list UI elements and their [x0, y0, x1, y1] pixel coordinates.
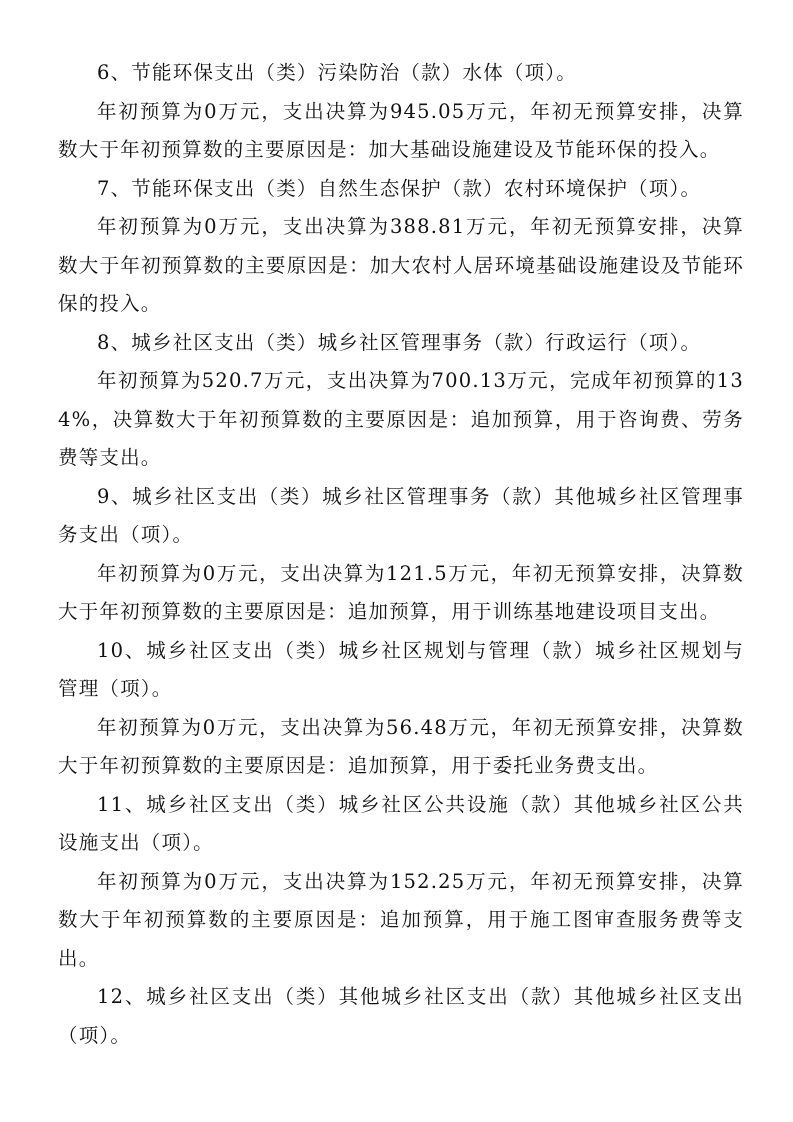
- item-9-detail: 年初预算为0万元，支出决算为121.5万元，年初无预算安排，决算数大于年初预算数的主要原因是：追加预算，用于训练基地建设项目支出。: [58, 561, 744, 623]
- item-7-heading: 7、节能环保支出（类）自然生态保护（款）农村环境保护（项）。: [97, 176, 702, 200]
- item-10-detail: 年初预算为0万元，支出决算为56.48万元，年初无预算安排，决算数大于年初预算数的主要原因是：追加预算，用于委托业务费支出。: [58, 715, 744, 777]
- item-7-detail: 年初预算为0万元，支出决算为388.81万元，年初无预算安排，决算数大于年初预算数的主要原因是：加大农村人居环境基础设施建设及节能环保的投入。: [58, 215, 744, 315]
- item-6-detail: 年初预算为0万元，支出决算为945.05万元，年初无预算安排，决算数大于年初预算数的主要原因是：加大基础设施建设及节能环保的投入。: [58, 99, 744, 161]
- document-body: [58, 54, 744, 1055]
- item-11-heading: 11、城乡社区支出（类）城乡社区公共设施（款）其他城乡社区公共设施支出（项）。: [58, 792, 744, 854]
- item-8-heading: 8、城乡社区支出（类）城乡社区管理事务（款）行政运行（项）。: [97, 330, 702, 354]
- item-9-heading: 9、城乡社区支出（类）城乡社区管理事务（款）其他城乡社区管理事务支出（项）。: [58, 484, 744, 546]
- item-8-detail: 年初预算为520.7万元，支出决算为700.13万元，完成年初预算的134%，决算数大于年初预算数的主要原因是：追加预算，用于咨询费、劳务费等支出。: [58, 369, 744, 469]
- item-10-heading: 10、城乡社区支出（类）城乡社区规划与管理（款）城乡社区规划与管理（项）。: [58, 638, 744, 700]
- item-6-heading: 6、节能环保支出（类）污染防治（款）水体（项）。: [97, 61, 577, 84]
- item-12-heading: 12、城乡社区支出（类）其他城乡社区支出（款）其他城乡社区支出（项）。: [58, 985, 744, 1047]
- item-11-detail: 年初预算为0万元，支出决算为152.25万元，年初无预算安排，决算数大于年初预算数的主要原因是：追加预算，用于施工图审查服务费等支出。: [58, 869, 744, 970]
